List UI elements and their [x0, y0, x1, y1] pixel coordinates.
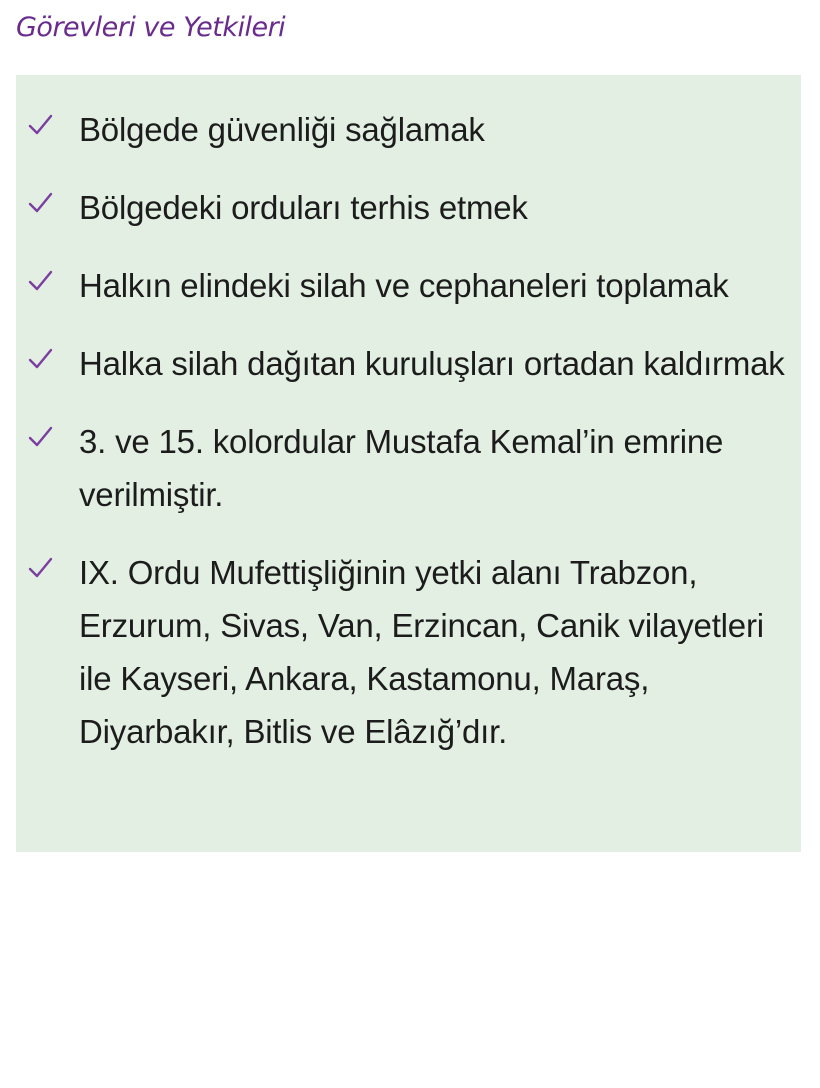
checkmark-icon: [26, 267, 54, 295]
checkmark-icon: [26, 345, 54, 373]
duties-list: [16, 103, 801, 783]
list-item: [16, 103, 801, 156]
list-item-text: Halkın elindeki silah ve cephaneleri toplamak: [79, 267, 729, 304]
list-item-text: Halka silah dağıtan kuruluşları ortadan kaldırmak: [79, 345, 785, 382]
list-item-text: IX. Ordu Mufettişliğinin yetki alanı Trabzon, Erzurum, Sivas, Van, Erzincan, Canik vilayetleri ile Kayseri, Ankara, Kastamonu, Maraş, Diyarbakır, Bitlis ve Elâzığ’dır.: [79, 554, 764, 750]
list-item-text: Bölgedeki orduları terhis etmek: [79, 189, 528, 226]
checkmark-icon: [26, 554, 54, 582]
list-item: [16, 337, 801, 390]
duties-panel: [16, 75, 801, 852]
checkmark-icon: [26, 423, 54, 451]
list-item: [16, 546, 801, 758]
checkmark-icon: [26, 111, 54, 139]
list-item-text: Bölgede güvenliği sağlamak: [79, 111, 485, 148]
list-item: [16, 181, 801, 234]
section-heading: Görevleri ve Yetkileri: [16, 12, 286, 43]
checkmark-icon: [26, 189, 54, 217]
list-item-text: 3. ve 15. kolordular Mustafa Kemal’in emrine verilmiştir.: [79, 423, 724, 513]
list-item: [16, 259, 801, 312]
list-item: [16, 415, 801, 521]
